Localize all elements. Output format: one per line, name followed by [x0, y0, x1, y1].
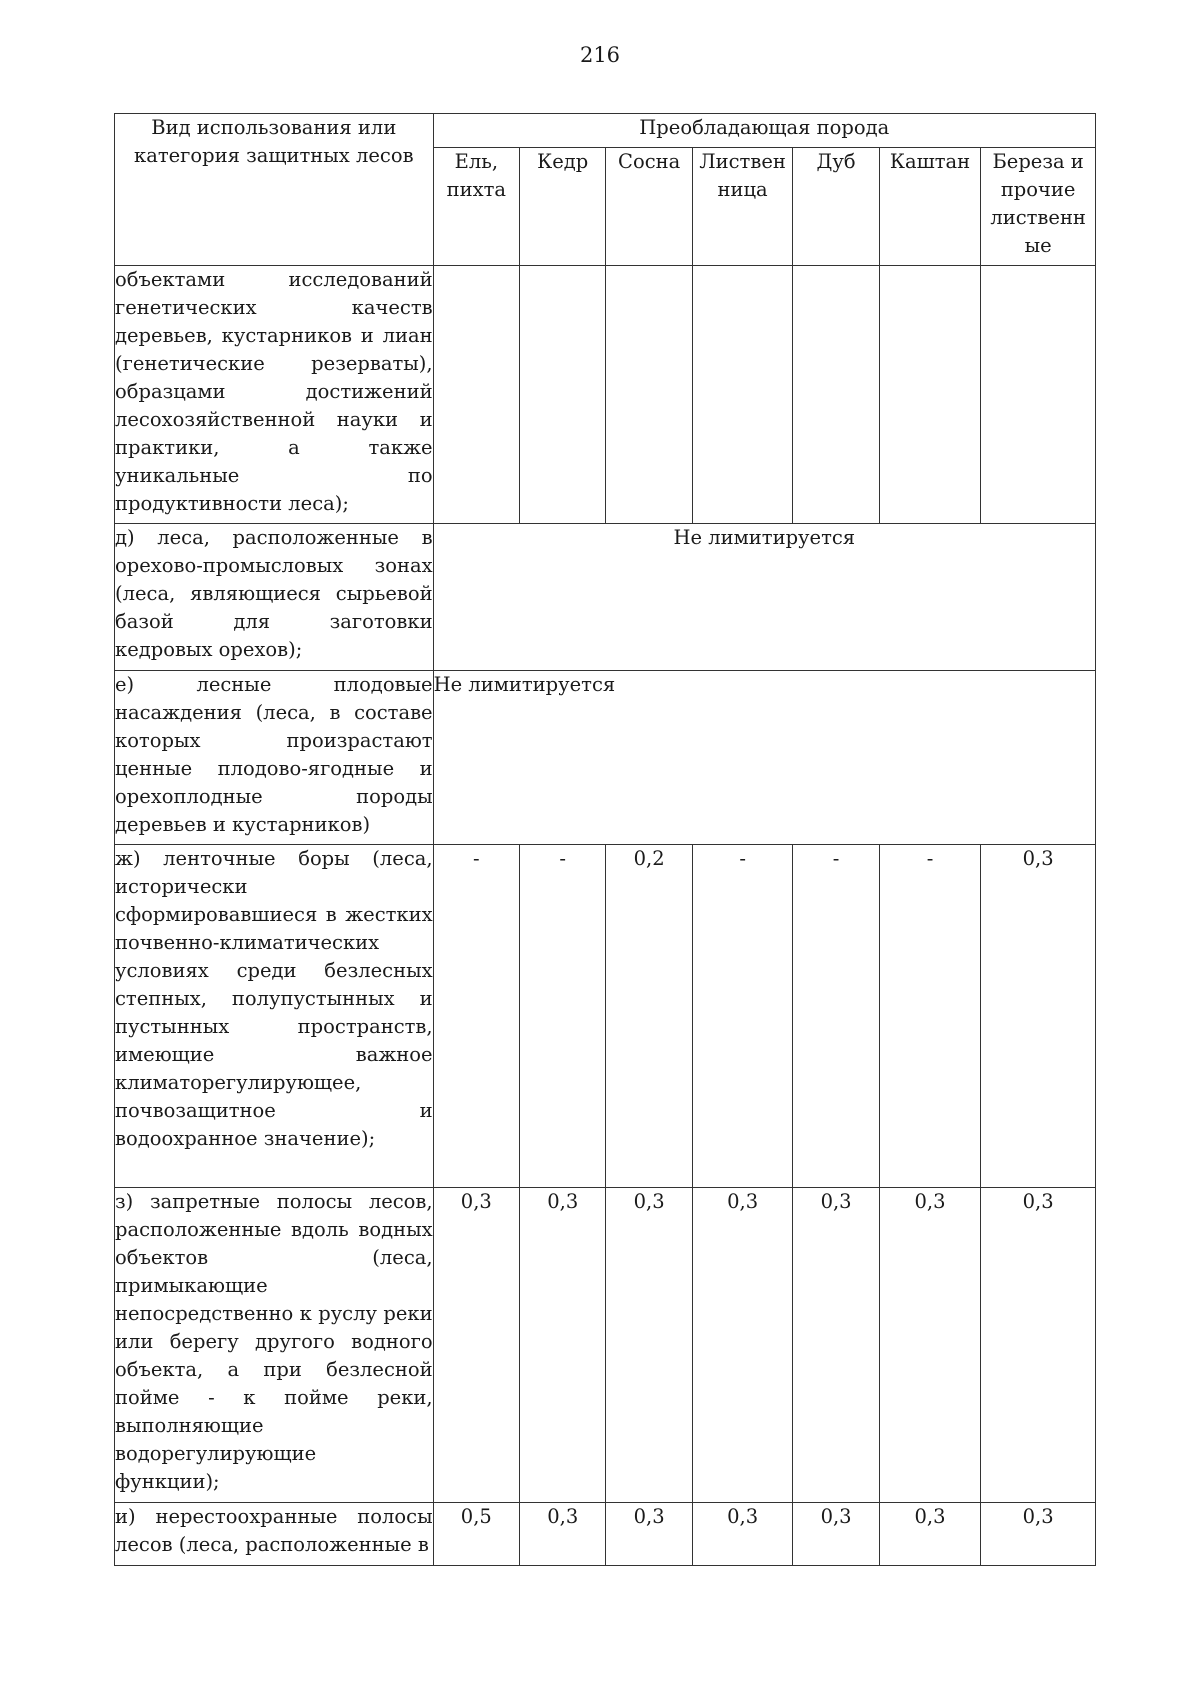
row-label: объектами исследований генетических качеств деревьев, кустарников и лиан (генетические резерваты), образцами достижений лесохозяйственной науки и практики, а также уникальные по продуктивности леса); — [115, 266, 434, 524]
value-cell: 0,3 — [981, 1503, 1096, 1566]
value-cell: 0,3 — [692, 1188, 793, 1503]
value-cell: 0,3 — [692, 1503, 793, 1566]
value-cell: - — [692, 845, 793, 1188]
value-cell — [520, 266, 606, 524]
header-usage-category: Вид использования или категория защитных лесов — [115, 114, 434, 266]
header-dominant-species: Преобладающая порода — [433, 114, 1095, 148]
row-label: з) запретные полосы лесов, расположенные вдоль водных объектов (леса, примыкающие непосредственно к руслу реки или берегу другого водного объекта, а при безлесной пойме - к пойме реки, выполняющие водорегулирующие функции); — [115, 1188, 434, 1503]
value-cell: - — [793, 845, 879, 1188]
not-limited-cell: Не лимитируется — [433, 671, 1095, 845]
table-row — [115, 1188, 1096, 1503]
value-cell: 0,3 — [520, 1188, 606, 1503]
table-row — [115, 671, 1096, 845]
value-cell — [981, 266, 1096, 524]
header-species-chestnut: Каштан — [879, 148, 981, 266]
value-cell: 0,3 — [793, 1188, 879, 1503]
value-cell: 0,3 — [520, 1503, 606, 1566]
page-number: 216 — [579, 43, 621, 67]
header-species-birch-deciduous: Береза и прочие лиственн ые — [981, 148, 1096, 266]
value-cell: 0,2 — [606, 845, 692, 1188]
value-cell — [433, 266, 519, 524]
row-label: е) лесные плодовые насаждения (леса, в составе которых произрастают ценные плодово-ягодные и орехоплодные породы деревьев и кустарников) — [115, 671, 434, 845]
value-cell — [793, 266, 879, 524]
value-cell: 0,3 — [433, 1188, 519, 1503]
table-row — [115, 845, 1096, 1188]
value-cell: 0,3 — [606, 1188, 692, 1503]
value-cell: 0,3 — [879, 1503, 981, 1566]
value-cell: 0,3 — [981, 1188, 1096, 1503]
value-cell: 0,3 — [793, 1503, 879, 1566]
value-cell — [606, 266, 692, 524]
table-row — [115, 266, 1096, 524]
value-cell: 0,5 — [433, 1503, 519, 1566]
value-cell: - — [520, 845, 606, 1188]
header-species-spruce-fir: Ель, пихта — [433, 148, 519, 266]
value-cell: - — [879, 845, 981, 1188]
header-species-oak: Дуб — [793, 148, 879, 266]
row-label: д) леса, расположенные в орехово-промысловых зонах (леса, являющиеся сырьевой базой для заготовки кедровых орехов); — [115, 524, 434, 671]
value-cell — [692, 266, 793, 524]
value-cell: 0,3 — [981, 845, 1096, 1188]
value-cell: 0,3 — [879, 1188, 981, 1503]
table-row — [115, 1503, 1096, 1566]
forest-norms-table — [114, 113, 1096, 1566]
header-species-pine: Сосна — [606, 148, 692, 266]
header-species-larch: Листвен ница — [692, 148, 793, 266]
row-label: и) нерестоохранные полосы лесов (леса, расположенные в — [115, 1503, 434, 1566]
value-cell: - — [433, 845, 519, 1188]
header-species-cedar: Кедр — [520, 148, 606, 266]
value-cell: 0,3 — [606, 1503, 692, 1566]
not-limited-cell: Не лимитируется — [433, 524, 1095, 671]
value-cell — [879, 266, 981, 524]
table-row — [115, 524, 1096, 671]
row-label: ж) ленточные боры (леса, исторически сформировавшиеся в жестких почвенно-климатических условиях среди безлесных степных, полупустынных и пустынных пространств, имеющие важное климаторегулирующее, почвозащитное и водоохранное значение); — [115, 845, 434, 1188]
